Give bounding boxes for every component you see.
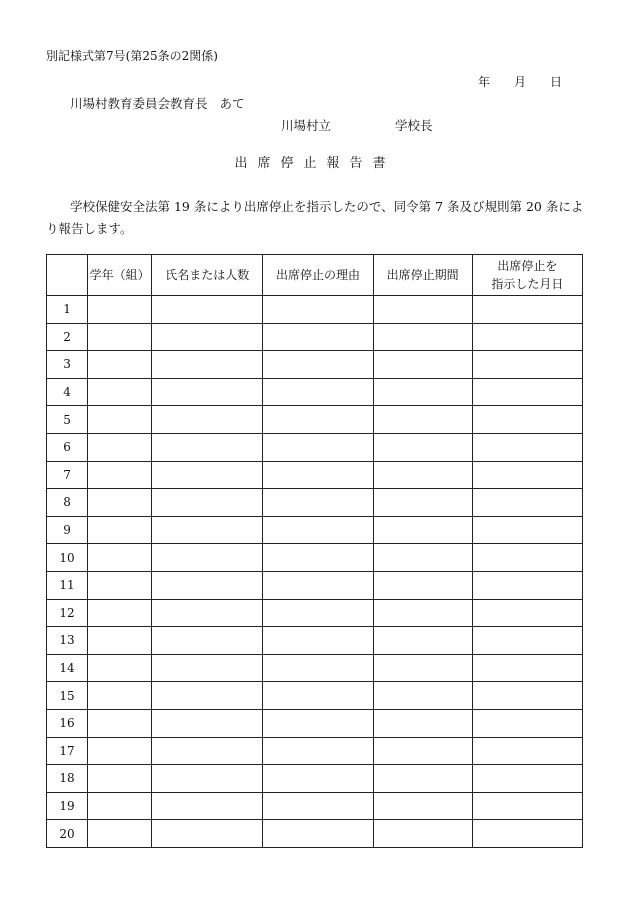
grade-cell	[88, 323, 152, 351]
date-cell	[472, 737, 582, 765]
table-row	[47, 792, 583, 820]
row-number: 5	[47, 406, 88, 434]
addressee-suffix: あて	[219, 96, 245, 111]
name-cell	[152, 516, 263, 544]
table-row	[47, 378, 583, 406]
table-row	[47, 599, 583, 627]
grade-cell	[88, 489, 152, 517]
period-cell	[373, 627, 472, 655]
name-cell	[152, 709, 263, 737]
table-row	[47, 682, 583, 710]
period-cell	[373, 489, 472, 517]
name-cell	[152, 599, 263, 627]
name-cell	[152, 296, 263, 324]
row-number: 11	[47, 571, 88, 599]
name-cell	[152, 406, 263, 434]
date-month-label: 月	[514, 75, 527, 89]
grade-cell	[88, 406, 152, 434]
reason-cell	[263, 820, 373, 848]
grade-cell	[88, 599, 152, 627]
date-cell	[472, 544, 582, 572]
name-cell	[152, 461, 263, 489]
period-cell	[373, 544, 472, 572]
name-cell	[152, 792, 263, 820]
period-cell	[373, 654, 472, 682]
reason-cell	[263, 351, 373, 379]
period-cell	[373, 296, 472, 324]
row-number: 15	[47, 682, 88, 710]
grade-cell	[88, 461, 152, 489]
reason-cell	[263, 571, 373, 599]
reason-cell	[263, 461, 373, 489]
reason-cell	[263, 627, 373, 655]
name-cell	[152, 323, 263, 351]
header-cell-date: 出席停止を 指示した月日	[472, 255, 582, 296]
sender-line	[281, 116, 433, 134]
period-cell	[373, 461, 472, 489]
grade-cell	[88, 378, 152, 406]
document-title: 出席停止報告書	[234, 156, 396, 171]
sender-title: 学校長	[395, 118, 433, 133]
date-cell	[472, 296, 582, 324]
name-cell	[152, 378, 263, 406]
grade-cell	[88, 296, 152, 324]
table-row	[47, 544, 583, 572]
table-header-row	[47, 255, 583, 296]
date-cell	[472, 516, 582, 544]
table-row	[47, 820, 583, 848]
form-number: 別記様式第7号(第25条の2関係)	[46, 49, 218, 63]
period-cell	[373, 433, 472, 461]
grade-cell	[88, 544, 152, 572]
table-row	[47, 406, 583, 434]
reason-cell	[263, 296, 373, 324]
row-number: 20	[47, 820, 88, 848]
name-cell	[152, 654, 263, 682]
reason-cell	[263, 765, 373, 793]
date-cell	[472, 792, 582, 820]
row-number: 1	[47, 296, 88, 324]
table-row	[47, 737, 583, 765]
header-cell-grade: 学年（組）	[88, 255, 152, 296]
period-cell	[373, 709, 472, 737]
grade-cell	[88, 709, 152, 737]
reason-cell	[263, 433, 373, 461]
name-cell	[152, 544, 263, 572]
reason-cell	[263, 654, 373, 682]
date-cell	[472, 433, 582, 461]
date-cell	[472, 489, 582, 517]
date-cell	[472, 323, 582, 351]
grade-cell	[88, 820, 152, 848]
reason-cell	[263, 406, 373, 434]
header-cell-name: 氏名または人数	[152, 255, 263, 296]
reason-cell	[263, 792, 373, 820]
date-cell	[472, 351, 582, 379]
grade-cell	[88, 737, 152, 765]
reason-cell	[263, 323, 373, 351]
period-cell	[373, 351, 472, 379]
row-number: 18	[47, 765, 88, 793]
period-cell	[373, 737, 472, 765]
period-cell	[373, 792, 472, 820]
table-row	[47, 571, 583, 599]
header-cell-reason: 出席停止の理由	[263, 255, 373, 296]
report-table	[46, 254, 583, 848]
sender-village: 川場村立	[281, 118, 332, 133]
reason-cell	[263, 682, 373, 710]
date-cell	[472, 709, 582, 737]
date-cell	[472, 571, 582, 599]
reason-cell	[263, 516, 373, 544]
row-number: 17	[47, 737, 88, 765]
row-number: 19	[47, 792, 88, 820]
header-cell-period: 出席停止期間	[373, 255, 472, 296]
table-row	[47, 516, 583, 544]
row-number: 8	[47, 489, 88, 517]
table-row	[47, 323, 583, 351]
period-cell	[373, 820, 472, 848]
period-cell	[373, 323, 472, 351]
row-number: 16	[47, 709, 88, 737]
table-row	[47, 433, 583, 461]
table-row	[47, 296, 583, 324]
row-number: 14	[47, 654, 88, 682]
period-cell	[373, 406, 472, 434]
period-cell	[373, 378, 472, 406]
reason-cell	[263, 709, 373, 737]
name-cell	[152, 820, 263, 848]
date-cell	[472, 820, 582, 848]
grade-cell	[88, 351, 152, 379]
grade-cell	[88, 792, 152, 820]
period-cell	[373, 765, 472, 793]
reason-cell	[263, 489, 373, 517]
grade-cell	[88, 627, 152, 655]
grade-cell	[88, 571, 152, 599]
date-cell	[472, 654, 582, 682]
period-cell	[373, 599, 472, 627]
row-number: 2	[47, 323, 88, 351]
name-cell	[152, 627, 263, 655]
addressee	[70, 94, 245, 112]
table-body	[47, 296, 583, 848]
date-cell	[472, 378, 582, 406]
row-number: 12	[47, 599, 88, 627]
table-row	[47, 765, 583, 793]
date-cell	[472, 682, 582, 710]
row-number: 4	[47, 378, 88, 406]
row-number: 10	[47, 544, 88, 572]
row-number: 9	[47, 516, 88, 544]
name-cell	[152, 571, 263, 599]
date-year-label: 年	[478, 75, 491, 89]
grade-cell	[88, 433, 152, 461]
reason-cell	[263, 737, 373, 765]
date-cell	[472, 461, 582, 489]
table-row	[47, 654, 583, 682]
grade-cell	[88, 654, 152, 682]
reason-cell	[263, 599, 373, 627]
grade-cell	[88, 682, 152, 710]
name-cell	[152, 737, 263, 765]
table-row	[47, 351, 583, 379]
period-cell	[373, 571, 472, 599]
period-cell	[373, 516, 472, 544]
date-cell	[472, 406, 582, 434]
body-text: 学校保健安全法第 19 条により出席停止を指示したので、同令第 7 条及び規則第 20 条により報告します。	[46, 199, 584, 236]
table-row	[47, 461, 583, 489]
period-cell	[373, 682, 472, 710]
addressee-name: 川場村教育委員会教育長	[70, 96, 208, 111]
grade-cell	[88, 516, 152, 544]
date-day-label: 日	[550, 75, 563, 89]
table-row	[47, 627, 583, 655]
name-cell	[152, 351, 263, 379]
name-cell	[152, 765, 263, 793]
grade-cell	[88, 765, 152, 793]
reason-cell	[263, 378, 373, 406]
name-cell	[152, 682, 263, 710]
name-cell	[152, 433, 263, 461]
table-row	[47, 709, 583, 737]
row-number: 6	[47, 433, 88, 461]
name-cell	[152, 489, 263, 517]
header-cell-number	[47, 255, 88, 296]
table-row	[47, 489, 583, 517]
date-cell	[472, 627, 582, 655]
date-cell	[472, 765, 582, 793]
row-number: 3	[47, 351, 88, 379]
date-line	[478, 73, 562, 90]
row-number: 13	[47, 627, 88, 655]
date-cell	[472, 599, 582, 627]
reason-cell	[263, 544, 373, 572]
row-number: 7	[47, 461, 88, 489]
